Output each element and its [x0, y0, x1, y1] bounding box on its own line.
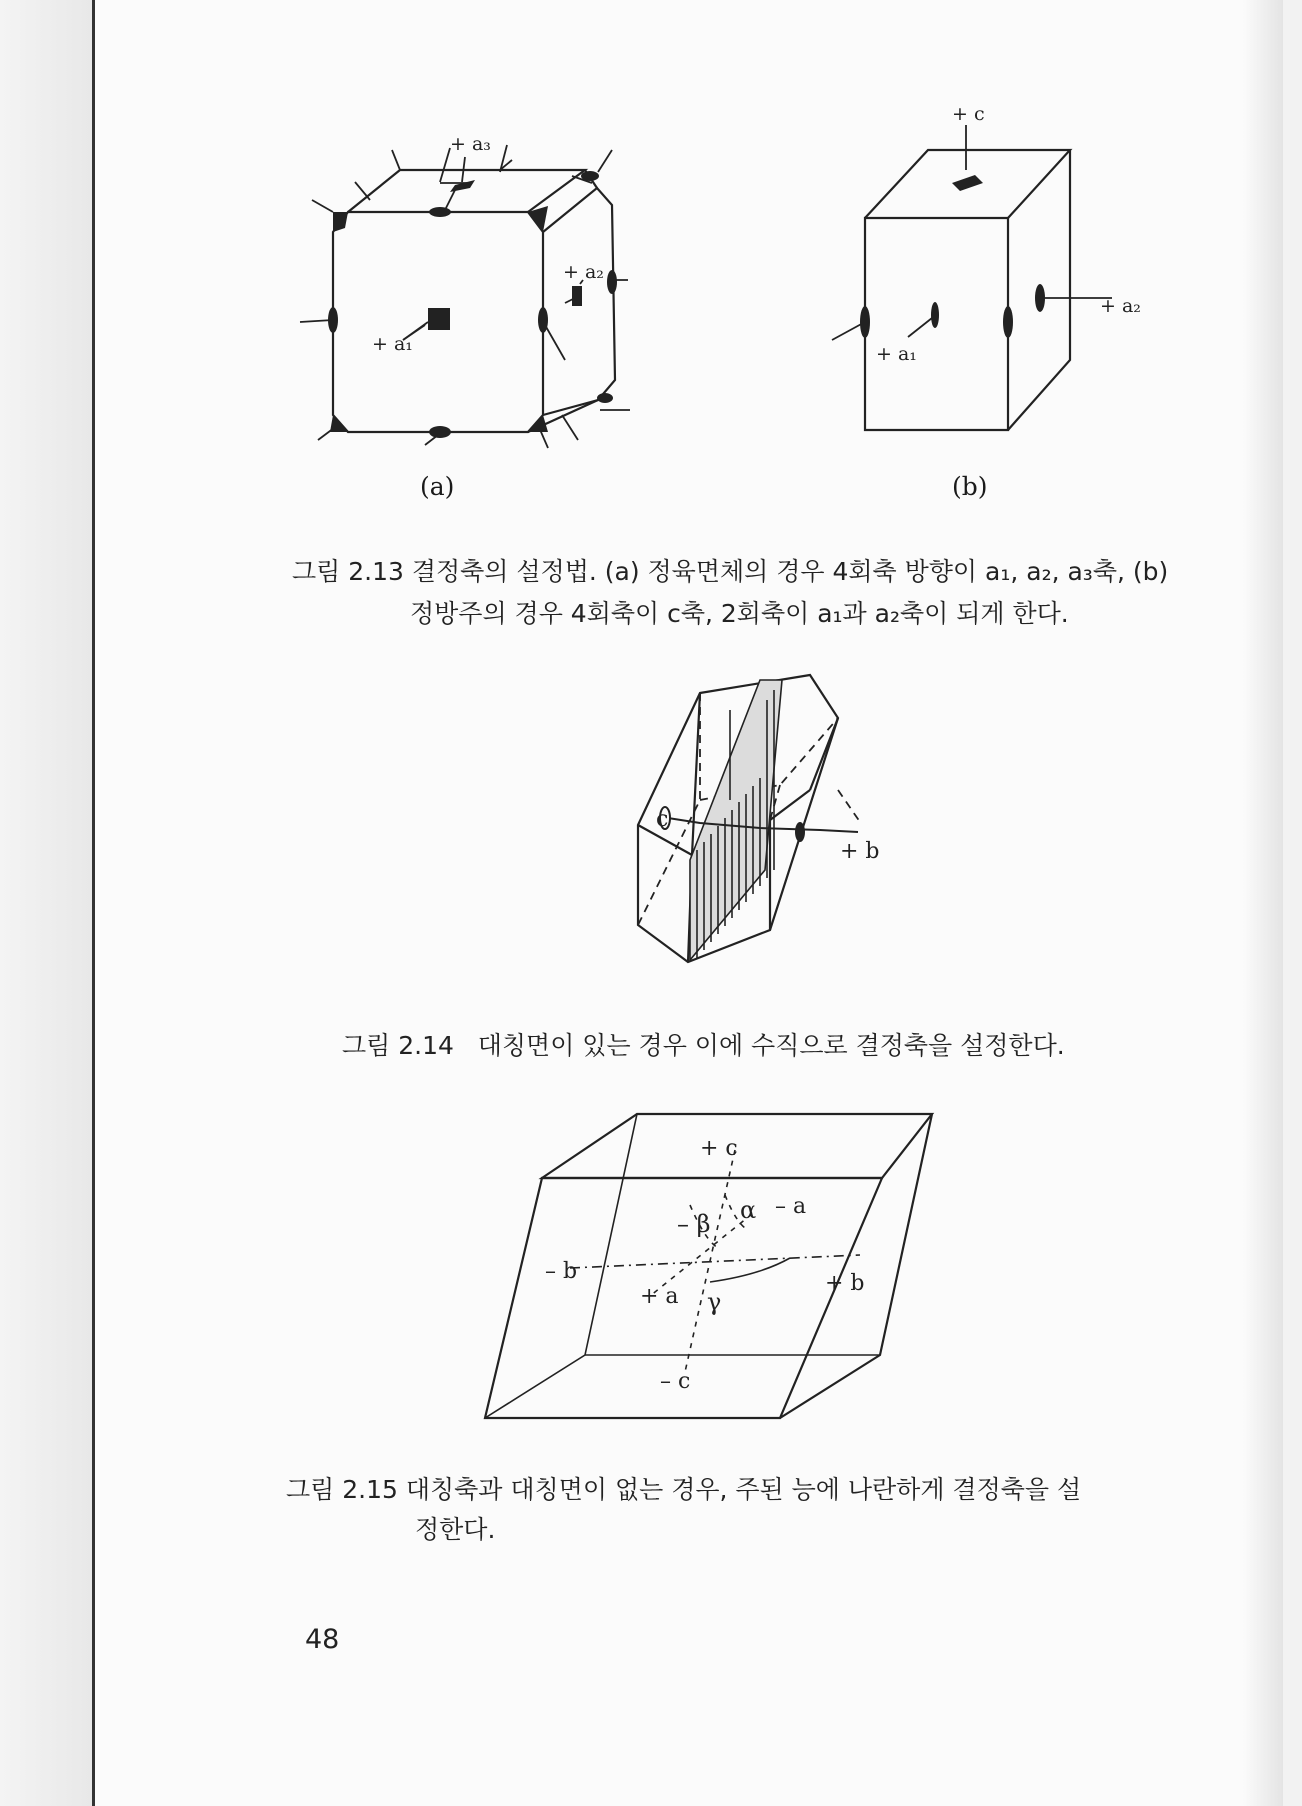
figure-2-15-caption-line1: 그림 2.15 대칭축과 대칭면이 없는 경우, 주된 능에 나란하게 결정축을 설	[286, 1475, 1082, 1504]
label-minus-a: – a	[775, 1194, 807, 1219]
label-a1: + a₁	[372, 333, 413, 355]
figure-2-13-caption-line1: 그림 2.13 결정축의 설정법. (a) 정육면체의 경우 4회축 방향이 a₁, a₂, a₃축, (b)	[292, 557, 1169, 586]
label-c: + c	[952, 103, 985, 125]
label-plus-a: + a	[640, 1284, 679, 1309]
figure-2-13a-cube	[290, 120, 650, 450]
figure-2-14-crystal	[620, 660, 900, 980]
label-2-14-c: c	[656, 807, 669, 832]
label-alpha: α	[740, 1196, 757, 1224]
figure-2-13-caption-line2: 정방주의 경우 4회축이 c축, 2회축이 a₁과 a₂축이 되게 한다.	[410, 599, 1069, 628]
figure-2-15-parallelepiped	[470, 1100, 950, 1430]
label-2-14-b: + b	[840, 839, 880, 864]
label-beta: – β	[677, 1210, 711, 1238]
figure-2-15-caption-line2: 정한다.	[415, 1515, 496, 1544]
label-plus-c: + c	[700, 1136, 738, 1161]
page-number: 48	[305, 1624, 340, 1655]
label-plus-b: + b	[825, 1271, 865, 1296]
label-b-a1: + a₁	[876, 343, 917, 365]
label-minus-b: – b	[545, 1259, 578, 1284]
figure-2-13b-prism	[820, 95, 1140, 445]
figure-2-13b-sublabel: (b)	[952, 472, 988, 501]
figure-2-14-caption: 그림 2.14 대칭면이 있는 경우 이에 수직으로 결정축을 설정한다.	[342, 1031, 1065, 1060]
page-edge	[0, 0, 92, 1806]
label-b-a2: + a₂	[1100, 295, 1141, 317]
label-minus-c: – c	[660, 1369, 691, 1394]
label-gamma: γ	[707, 1288, 722, 1316]
figure-2-13a-sublabel: (a)	[420, 472, 455, 501]
label-a3: + a₃	[450, 133, 491, 155]
page-shadow	[1243, 0, 1283, 1806]
label-a2: + a₂	[563, 261, 604, 283]
